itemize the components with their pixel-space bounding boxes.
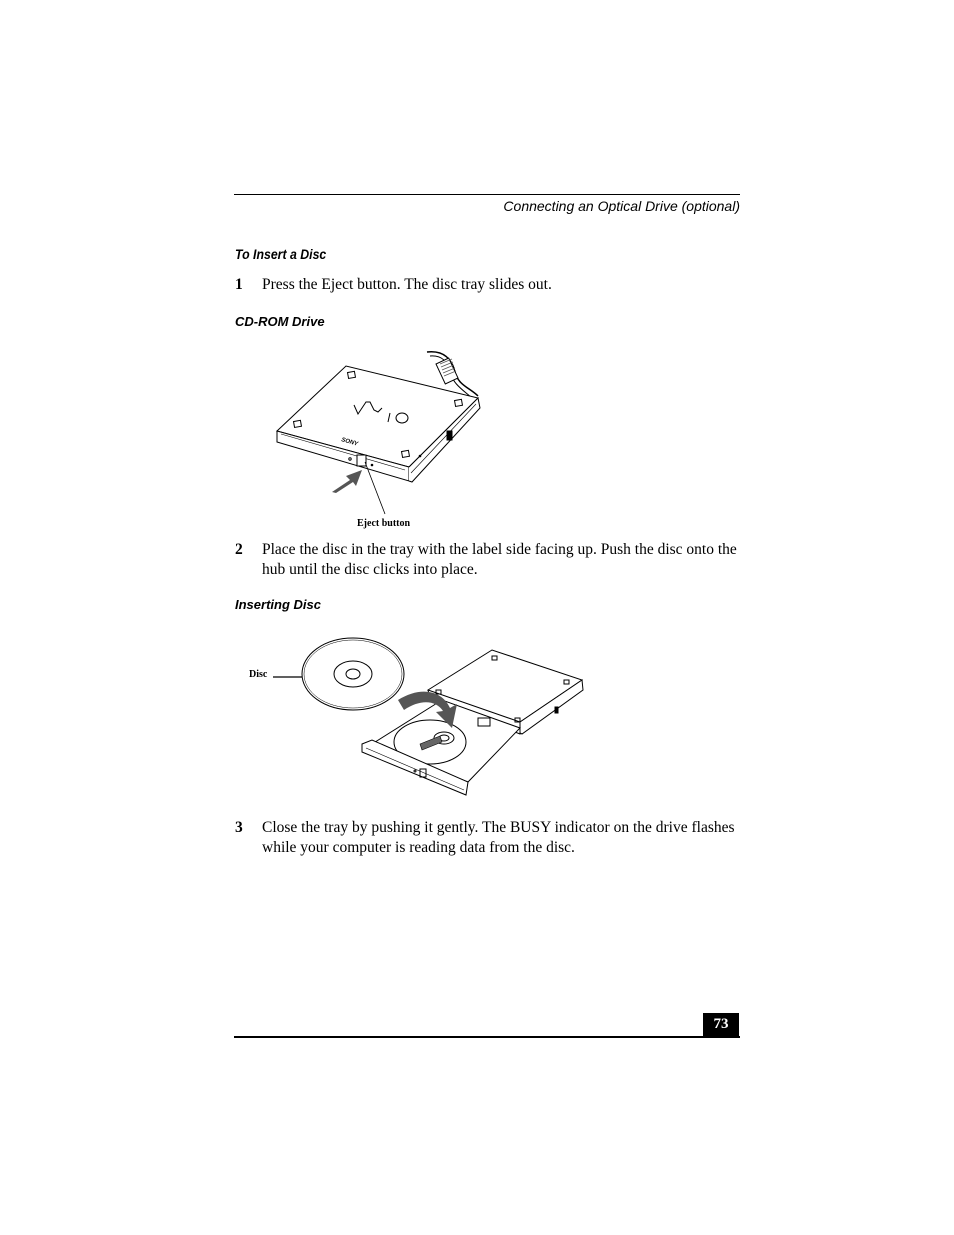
- step-number: 3: [235, 819, 243, 836]
- running-header: Connecting an Optical Drive (optional): [503, 198, 740, 214]
- step-number: 2: [235, 541, 243, 558]
- figure-caption-inserting-disc: Inserting Disc: [235, 597, 321, 612]
- section-title: To Insert a Disc: [235, 246, 327, 262]
- footer-rule: [234, 1036, 740, 1038]
- sony-brand-mark: SONY: [340, 437, 359, 448]
- step-number: 1: [235, 276, 243, 293]
- step-text: Press the Eject button. The disc tray slides out.: [262, 276, 552, 293]
- step-text: Place the disc in the tray with the label side facing up. Push the disc onto the hub until the disc clicks into place.: [262, 541, 737, 578]
- page-number: 73: [703, 1013, 739, 1037]
- figure-caption-cdrom-drive: CD-ROM Drive: [235, 314, 325, 329]
- step-text: Close the tray by pushing it gently. The BUSY indicator on the drive flashes while your computer is reading data from the disc.: [262, 819, 735, 856]
- callout-eject-button: Eject button: [357, 518, 411, 529]
- callout-disc: Disc: [249, 669, 268, 680]
- step-3: [235, 818, 740, 857]
